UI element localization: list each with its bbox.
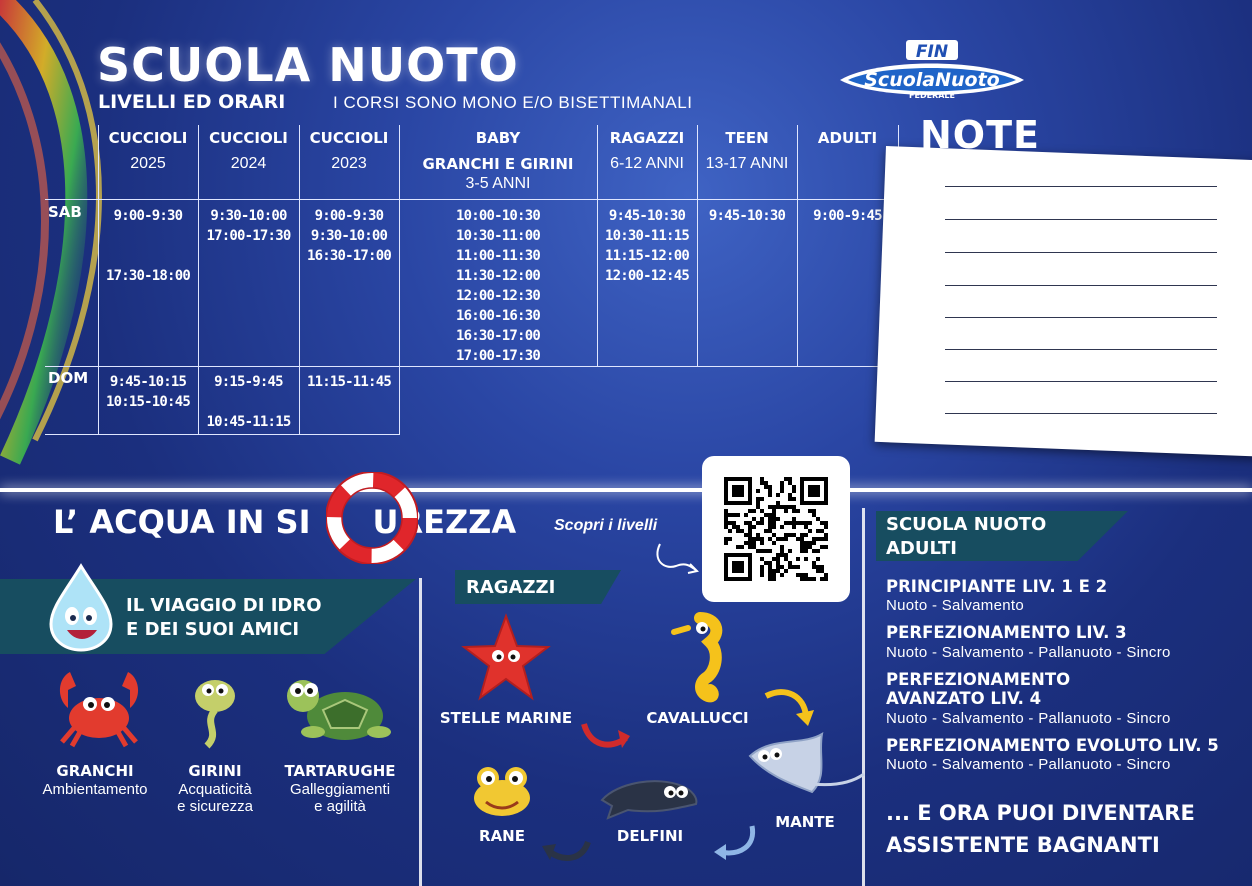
note-line bbox=[945, 413, 1217, 414]
note-paper bbox=[875, 146, 1252, 457]
schedule-table bbox=[45, 125, 898, 435]
col-header-cuccioli-2024: CUCCIOLI 2024 bbox=[209, 129, 288, 172]
section-divider bbox=[0, 488, 1252, 492]
level-disciplines: Nuoto - Salvamento - Pallanuoto - Sincro bbox=[886, 756, 1171, 773]
level-disciplines: Nuoto - Salvamento - Pallanuoto - Sincro bbox=[886, 710, 1171, 727]
cell-sab-cuccioli-2023: 9:00-9:30 9:30-10:00 16:30-17:00 bbox=[307, 208, 391, 264]
cell-sab-cuccioli-2025: 9:00-9:30 17:30-18:00 bbox=[106, 208, 190, 284]
safety-title: L’ ACQUA IN SI UREZZA bbox=[53, 503, 517, 541]
cell-sab-teen: 9:45-10:30 bbox=[708, 208, 786, 224]
dolphin-icon bbox=[598, 770, 702, 822]
column-separator bbox=[419, 578, 422, 886]
qr-code-icon bbox=[724, 477, 828, 581]
note-line bbox=[945, 219, 1217, 220]
animal-name-tartarughe: TARTARUGHE bbox=[284, 762, 396, 780]
animal-name-stelle-marine: STELLE MARINE bbox=[439, 709, 573, 727]
tadpole-icon bbox=[185, 672, 245, 750]
animal-desc-granchi: Ambientamento bbox=[42, 781, 148, 798]
crab-icon bbox=[50, 668, 148, 748]
adulti-title: SCUOLA NUOTO ADULTI bbox=[886, 514, 1047, 559]
qr-label: Scopri i livelli bbox=[554, 517, 658, 534]
courses-note: I CORSI SONO MONO E/O BISETTIMANALI bbox=[333, 93, 693, 112]
level-disciplines: Nuoto - Salvamento bbox=[886, 597, 1024, 614]
animal-desc-girini: Acquaticità e sicurezza bbox=[177, 781, 253, 815]
seahorse-icon bbox=[670, 612, 730, 706]
lifebuoy-icon bbox=[326, 472, 418, 564]
animal-name-cavallucci: CAVALLUCCI bbox=[646, 709, 749, 727]
note-line bbox=[945, 186, 1217, 187]
logo-fin-text: FIN bbox=[915, 42, 949, 62]
animal-desc-tartarughe: Galleggiamenti e agilità bbox=[289, 781, 391, 815]
level-title: PERFEZIONAMENTO AVANZATO LIV. 4 bbox=[886, 670, 1071, 708]
level-title: PERFEZIONAMENTO LIV. 3 bbox=[886, 623, 1127, 642]
day-label-dom: DOM bbox=[48, 369, 89, 387]
note-line bbox=[945, 285, 1217, 286]
level-disciplines: Nuoto - Salvamento - Pallanuoto - Sincro bbox=[886, 644, 1171, 661]
manta-ray-icon bbox=[742, 726, 866, 800]
col-header-cuccioli-2025: CUCCIOLI 2025 bbox=[108, 129, 188, 172]
column-separator bbox=[862, 508, 865, 886]
blue-arrow-icon bbox=[706, 822, 758, 862]
animal-name-mante: MANTE bbox=[775, 813, 835, 831]
animal-name-delfini: DELFINI bbox=[616, 827, 684, 845]
page-subtitle: LIVELLI ED ORARI bbox=[98, 91, 286, 113]
col-header-teen: TEEN 13-17 ANNI bbox=[705, 129, 789, 172]
day-label-sab: SAB bbox=[48, 203, 82, 221]
logo-bottom-text: FEDERALE bbox=[909, 91, 955, 100]
level-title: PRINCIPIANTE LIV. 1 E 2 bbox=[886, 577, 1108, 596]
yellow-arrow-icon bbox=[762, 686, 817, 730]
fin-logo bbox=[836, 40, 1028, 108]
qr-code[interactable] bbox=[702, 456, 850, 602]
red-arrow-icon bbox=[580, 716, 635, 756]
col-header-adulti: ADULTI bbox=[817, 129, 878, 147]
curly-arrow-icon bbox=[652, 540, 702, 576]
note-title: NOTE bbox=[920, 113, 1040, 157]
animal-name-granchi: GRANCHI bbox=[56, 762, 134, 780]
closing-message: ... E ORA PUOI DIVENTARE ASSISTENTE BAGNANTI bbox=[886, 801, 1195, 857]
col-header-baby: BABY GRANCHI E GIRINI 3-5 ANNI bbox=[422, 129, 574, 192]
col-header-cuccioli-2023: CUCCIOLI 2023 bbox=[309, 129, 389, 172]
note-line bbox=[945, 381, 1217, 382]
ragazzi-title: RAGAZZI bbox=[466, 577, 556, 598]
cell-sab-ragazzi: 9:45-10:30 10:30-11:15 11:15-12:00 12:00-12:45 bbox=[605, 208, 689, 284]
logo-main-text: ScuolaNuoto bbox=[864, 69, 1000, 91]
cell-dom-cuccioli-2024: 9:15-9:45 10:45-11:15 bbox=[206, 374, 291, 430]
page-title: SCUOLA NUOTO bbox=[97, 38, 519, 92]
water-drop-mascot-icon bbox=[45, 562, 117, 654]
dark-arrow-icon bbox=[538, 836, 592, 866]
animal-name-rane: RANE bbox=[479, 827, 525, 845]
turtle-icon bbox=[283, 670, 395, 750]
animal-name-girini: GIRINI bbox=[188, 762, 242, 780]
cell-sab-baby: 10:00-10:30 10:30-11:00 11:00-11:30 11:30-12:00 12:00-12:30 16:00-16:30 16:30-17:00 17:00-17:30 bbox=[456, 208, 540, 364]
cell-sab-adulti: 9:00-9:45 bbox=[813, 208, 882, 224]
level-title: PERFEZIONAMENTO EVOLUTO LIV. 5 bbox=[886, 736, 1219, 755]
cell-dom-cuccioli-2025: 9:45-10:15 10:15-10:45 bbox=[106, 374, 190, 410]
starfish-icon bbox=[460, 612, 552, 704]
cell-dom-cuccioli-2023: 11:15-11:45 bbox=[307, 374, 391, 390]
note-line bbox=[945, 349, 1217, 350]
frog-icon bbox=[466, 762, 538, 820]
idro-title: IL VIAGGIO DI IDRO E DEI SUOI AMICI bbox=[126, 595, 322, 640]
col-header-ragazzi: RAGAZZI 6-12 ANNI bbox=[609, 129, 685, 172]
note-line bbox=[945, 252, 1217, 253]
cell-sab-cuccioli-2024: 9:30-10:00 17:00-17:30 bbox=[206, 208, 291, 244]
note-line bbox=[945, 317, 1217, 318]
